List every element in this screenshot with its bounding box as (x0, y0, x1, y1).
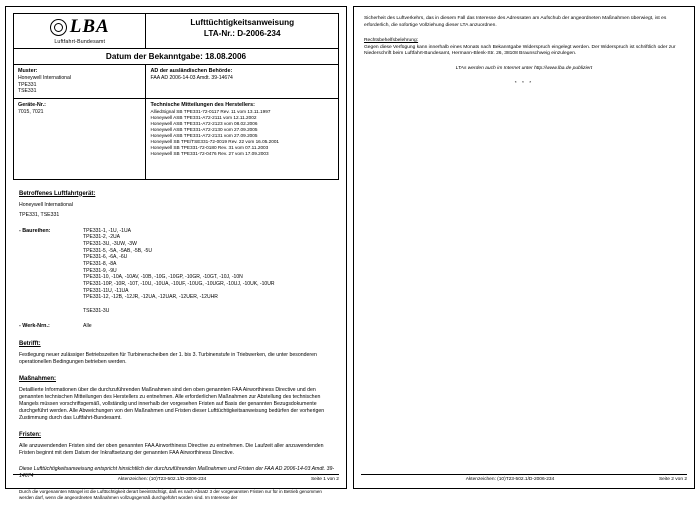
geraete-value: 7015, 7021 (18, 108, 44, 115)
muster-line-1: TPE331 (18, 81, 37, 88)
list-item: TPE331-12, -12B, -12JR, -12UA, -12UAR, -12UER, -12UHR (83, 294, 218, 301)
series-list (83, 228, 335, 315)
internet-note (364, 66, 684, 73)
section-heading: Betroffenes Luftfahrtgerät: (19, 190, 96, 197)
measures-section (19, 375, 335, 422)
page-1 (5, 6, 347, 500)
ad-label: AD der ausländischen Behörde: (150, 68, 233, 74)
manufacturer-name: Honeywell International (19, 201, 73, 208)
tm-list (150, 109, 333, 158)
page-2 (353, 6, 695, 489)
list-item: Honeywell ASB TPE331-A72-2130 vom 27.09.2005 (150, 126, 258, 132)
list-item-spacer (83, 301, 335, 308)
section-heading: Fristen: (19, 431, 42, 438)
ad-cell (146, 65, 338, 99)
lba-emblem-icon (50, 19, 67, 36)
deadlines-section (19, 431, 335, 457)
legal-remedy-text: Gegen diese Verfügung kann innerhalb eines Monats nach Bekanntgabe Widerspruch eingelegt werden. Der Widerspruch ist schriftlich oder zur Niederschrift beim Luftfahrt-Bundesamt, Hermann-Blenk-Str. 26, 38108 Braunschweig einzulegen. (363, 44, 676, 57)
list-item: Honeywell SB TPE/TSE331-72-0019 Rev. 22 vom 16.05.2001 (150, 139, 280, 145)
muster-line-2: TSE331 (18, 88, 37, 95)
note-text: Diese Lufttüchtigkeitsanweisung entspricht hinsichtlich der durchzuführenden Maßnahmen und Fristen der FAA AD 2006-14-03 Amdt. 39-14674 (19, 465, 335, 479)
serial-section (19, 323, 335, 330)
logo-cell (14, 14, 146, 49)
list-item: Honeywell SB TPE331-72-0180 Rev. 31 vom 07.11.2003 (150, 145, 269, 151)
geraete-label: Geräte-Nr.: (18, 101, 46, 108)
serial-value: Alle (83, 323, 92, 330)
list-item: Honeywell ASB TPE331-A72-2131 vom 27.09.2005 (150, 132, 258, 138)
file-reference: Aktenzeichen: (10)T23-502.1/D-2006-234 (465, 477, 555, 482)
series-label: - Baureihen: (19, 227, 51, 234)
list-item: TPE331-3U, -3UW, -3W (83, 240, 137, 247)
subject-text: Festlegung neuer zulässiger Betriebszeiten für Turbinenscheiben der 1. bis 3. Turbinenstufe in Triebwerken, die unter besonderen operationellen Bedingungen betrieben werden. (19, 351, 317, 365)
subject-section (19, 340, 335, 366)
page-number: Seite 1 von 2 (310, 477, 339, 482)
document-number: LTA-Nr.: D-2006-234 (203, 29, 281, 39)
tm-label: Technische Mitteilungen des Herstellers: (150, 101, 255, 108)
footnote-text: Durch die vorgenannten Mängel ist die Lufttüchtigkeit derart beeinträchtigt, daß es nach Absatz 3 der vorgenannten Fristen nur für in Betrieb genommen werden darf, wenn die angeordneten Maßnahmen vollzugsgemäß durchgeführt worden sind. Im Interesse der (19, 488, 322, 500)
deadlines-text: Alle anzuwendenden Fristen sind der oben genannten FAA Airworthiness Directive zu entnehmen. Die Laufzeit aller anzuwendenden Fristen beginnt mit dem Datum der Inkraftsetzung der genannten FAA Airworthiness Directive. (19, 442, 324, 456)
header-table (13, 13, 339, 180)
geraete-cell (14, 98, 146, 179)
list-item: TPE331-8, -8A (83, 260, 117, 267)
list-item: TPE331-6, -6A, -6U (83, 254, 128, 261)
list-item: TPE331-5, -5A, -5AB, -5B, -5U (83, 247, 153, 254)
page-2-body (364, 16, 684, 88)
list-item: Honeywell ASB TPE331-A72-2123 vom 08.02.2006 (150, 120, 258, 126)
continuation-paragraph (364, 16, 684, 30)
announcement-date: Datum der Bekanntgabe: 18.08.2006 (14, 49, 339, 65)
model-names: TPE331, TSE331 (19, 211, 60, 218)
legal-remedy-section (364, 38, 684, 59)
page-2-footer (361, 474, 687, 482)
muster-value: Honeywell International (18, 75, 71, 81)
serial-label: - Werk-Nrn.: (19, 323, 50, 330)
file-reference: Aktenzeichen: (10)T23-502.1/D-2006-234 (117, 477, 207, 482)
page-1-footer (13, 474, 339, 482)
document-title: Lufttüchtigkeitsanweisung (190, 18, 295, 27)
list-item: TPE331-10, -10A, -10AV, -10B, -10G, -10GP, -10GR, -10GT, -10J, -10N (83, 274, 243, 281)
section-heading: Betrifft: (19, 340, 41, 347)
section-heading: Maßnahmen: (19, 375, 57, 382)
legal-remedy-heading: Rechtsbehelfsbelehrung: (363, 37, 419, 43)
affected-equipment-section (19, 190, 335, 219)
list-item: Honeywell ASB TPE331-A72-2111 vom 12.11.2002 (150, 114, 257, 120)
title-cell (146, 14, 338, 49)
list-item: Honeywell SB TPE331-72-0476 Rev. 27 vom 17.09.2003 (150, 151, 269, 157)
logo-subtitle: Luftfahrt-Bundesamt (54, 39, 106, 45)
series-section (19, 228, 335, 315)
muster-label: Muster: (18, 68, 38, 74)
paragraph-text: Sicherheit des Luftverkehrs, das in diesem Fall das Interesse des Adressaten am Aufschub der angeordneten Maßnahmen überwiegt, ist es erforderlich, die sofortige Vollziehung dieser LTA anzuordnen. (363, 16, 667, 28)
list-item: TPE331-1, -1U, -1UA (83, 227, 131, 234)
logo-text: LBA (69, 16, 110, 37)
list-item: TSE331-3U (83, 307, 110, 314)
page-number: Seite 2 von 2 (658, 477, 687, 482)
list-item: TPE331-2, -2UA (83, 234, 121, 241)
muster-cell (14, 65, 146, 99)
list-item: TPE331-10P, -10R, -10T, -10U, -10UA, -10UF, -10UG, -10UGR, -10UJ, -10UK, -10UR (83, 280, 275, 287)
measures-text: Detaillierte Informationen über die durchzuführenden Maßnahmen sind den oben genannten FAA Airworthiness Directive und den genannten technischen Mitteilungen des Herstellers zu entnehmen. Alle erforderlichen Maßnahmen zur Abstellung des technischen Mangels müssen vorschriftsgemäß, vollständig und innerhalb der vorgesehen Fristen auf Basis der genannten Bezugsdokumente durchgeführt werden. Alle Abweichungen von den Maßnahmen und Fristen dieser Lufttüchtigkeitsanweisung bedürfen der vorherigen Zustimmung durch das Luftfahrt-Bundesamt. (19, 386, 325, 421)
ad-value: FAA AD 2006-14-03 Amdt. 39-14674 (150, 75, 233, 81)
list-item: AlliedSignal SB TPE331-72-0117 Rev. 11 vom 13.11.1997 (150, 108, 271, 114)
tm-cell (146, 98, 338, 179)
list-item: TPE331-9, -9U (83, 267, 117, 274)
page-1-body (13, 180, 339, 510)
internet-note-text: LTAs werden auch im Internet unter http://www.lba.de publiziert (455, 66, 593, 72)
end-marker: * * * (514, 81, 534, 87)
list-item: TPE331-11U, -11UA (83, 287, 129, 294)
